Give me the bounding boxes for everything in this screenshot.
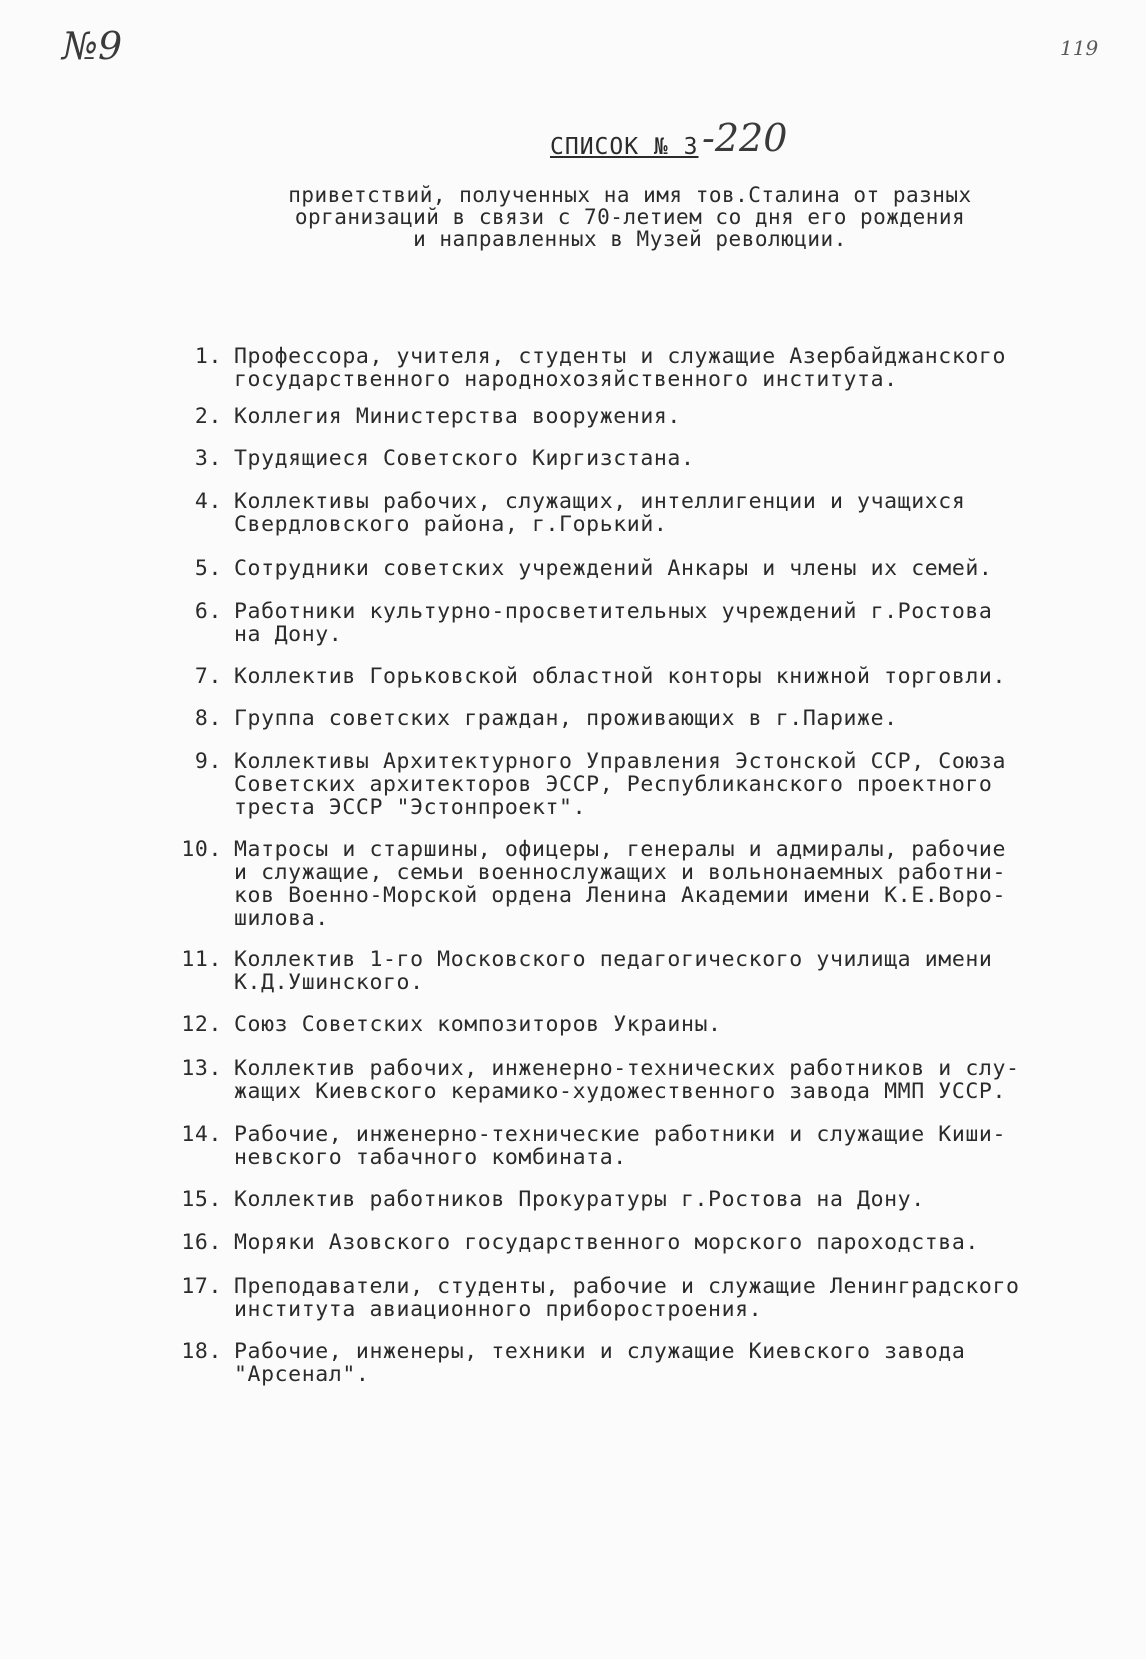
- list-item-text: Матросы и старшины, офицеры, генералы и адмиралы, рабочие и служащие, семьи военнослужащих и вольнонаемных работни- ков Военно-Морской ордена Ленина Академии имени К.Е.Воро- шилова.: [234, 837, 1007, 931]
- handwritten-page-number: 119: [1060, 36, 1099, 60]
- list-item-text: Коллектив работников Прокуратуры г.Ростова на Дону.: [234, 1187, 925, 1212]
- list-item-number: 15.: [181, 1187, 222, 1212]
- list-item: [160, 948, 992, 994]
- list-item: [160, 1340, 965, 1386]
- list-item: [160, 405, 681, 428]
- list-item: [160, 1057, 1020, 1103]
- handwritten-list-number: -220: [702, 116, 788, 160]
- handwritten-corner-mark: №9: [62, 24, 123, 68]
- list-item-text: Коллектив Горьковской областной конторы книжной торговли.: [234, 664, 1007, 689]
- list-item-text: Рабочие, инженерно-технические работники и служащие Киши- невского табачного комбината.: [234, 1122, 1007, 1170]
- list-item-number: 6.: [194, 599, 222, 624]
- list-item-number: 5.: [194, 556, 222, 581]
- list-item: [160, 1188, 925, 1211]
- list-item: [160, 1275, 1020, 1321]
- list-item-text: Моряки Азовского государственного морского пароходства.: [234, 1230, 979, 1255]
- list-item: [160, 1013, 722, 1036]
- list-item-text: Коллективы рабочих, служащих, интеллигенции и учащихся Свердловского района, г.Горький.: [234, 489, 966, 537]
- list-item-text: Союз Советских композиторов Украины.: [234, 1012, 722, 1037]
- list-item: [160, 600, 992, 646]
- list-item-number: 7.: [194, 664, 222, 689]
- list-item-text: Группа советских граждан, проживающих в г.Париже.: [234, 706, 898, 731]
- list-item-text: Сотрудники советских учреждений Анкары и члены их семей.: [234, 556, 993, 581]
- list-item-number: 17.: [181, 1274, 222, 1299]
- list-item-number: 18.: [181, 1339, 222, 1364]
- list-item-text: Рабочие, инженеры, техники и служащие Киевского завода "Арсенал".: [234, 1339, 966, 1387]
- list-item: [160, 1123, 1006, 1169]
- list-item-number: 10.: [181, 837, 222, 862]
- list-item-number: 3.: [194, 446, 222, 471]
- list-item: [160, 345, 1006, 391]
- list-item: [160, 750, 1006, 819]
- list-item: [160, 665, 1006, 688]
- list-item-text: Коллективы Архитектурного Управления Эстонской ССР, Союза Советских архитекторов ЭССР, Республиканского проектного треста ЭССР "Эстонпроект".: [234, 749, 1007, 820]
- list-item: [160, 1231, 979, 1254]
- document-title: СПИСОК № 3: [550, 134, 699, 160]
- list-item-text: Профессора, учителя, студенты и служащие Азербайджанского государственного народнохозяйственного института.: [234, 344, 1007, 392]
- list-item-number: 13.: [181, 1056, 222, 1081]
- list-item-number: 2.: [194, 404, 222, 429]
- list-item-number: 16.: [181, 1230, 222, 1255]
- list-item-text: Коллегия Министерства вооружения.: [234, 404, 681, 429]
- list-item: [160, 838, 1006, 930]
- list-item-number: 8.: [194, 706, 222, 731]
- list-item: [160, 490, 965, 536]
- list-item-number: 12.: [181, 1012, 222, 1037]
- list-item-number: 11.: [181, 947, 222, 972]
- list-item-number: 1.: [194, 344, 222, 369]
- list-item-text: Коллектив 1-го Московского педагогического училища имени К.Д.Ушинского.: [234, 947, 993, 995]
- list-item: [160, 707, 898, 730]
- list-item-text: Работники культурно-просветительных учреждений г.Ростова на Дону.: [234, 599, 993, 647]
- list-item: [160, 557, 992, 580]
- list-item-text: Преподаватели, студенты, рабочие и служащие Ленинградского института авиационного приборостроения.: [234, 1274, 1020, 1322]
- list-item-text: Коллектив рабочих, инженерно-технических работников и слу- жащих Киевского керамико-художественного завода ММП УССР.: [234, 1056, 1020, 1104]
- list-item: [160, 447, 695, 470]
- list-item-text: Трудящиеся Советского Киргизстана.: [234, 446, 695, 471]
- list-item-number: 14.: [181, 1122, 222, 1147]
- list-item-number: 9.: [194, 749, 222, 774]
- document-subtitle: приветствий, полученных на имя тов.Сталина от разных организаций в связи с 70-летием со дня его рождения и направленных в Музей революции.: [288, 183, 972, 251]
- list-item-number: 4.: [194, 489, 222, 514]
